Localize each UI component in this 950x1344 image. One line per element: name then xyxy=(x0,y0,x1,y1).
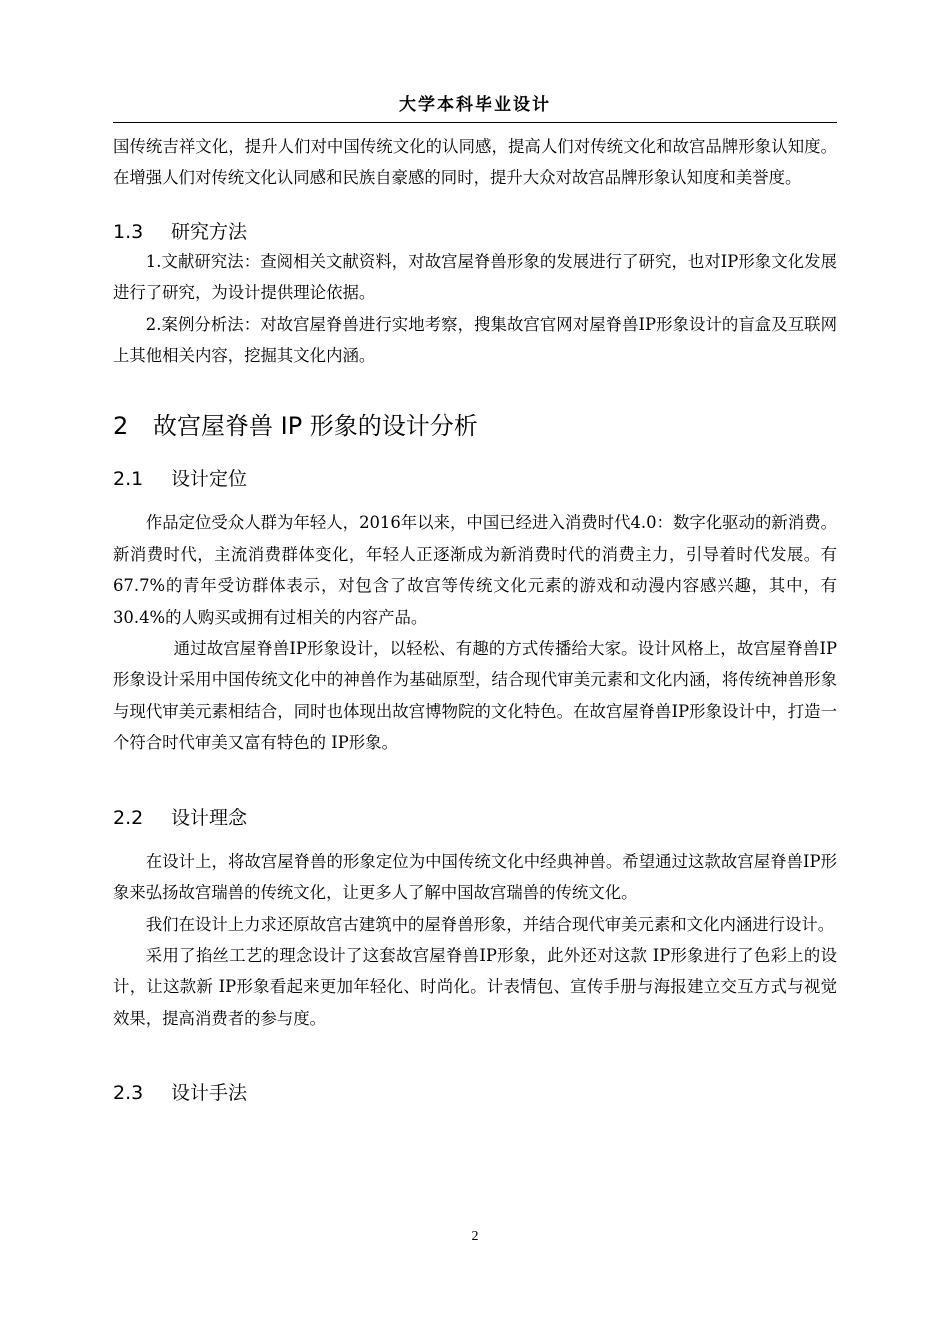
section-number: 2.3 xyxy=(113,1082,144,1105)
page-header xyxy=(113,92,837,123)
paragraph: 采用了掐丝工艺的理念设计了这套故宫屋脊兽IP形象，此外还对这款 IP形象进行了色彩上的设计，让这款新 IP形象看起来更加年轻化、时尚化。计表情包、宣传手册与海报建立交互方式与视觉效果，提高消费者的参与度。 xyxy=(113,945,837,1028)
section-title: 设计手法 xyxy=(171,1082,248,1105)
section-heading-2-3 xyxy=(113,1079,837,1107)
section-number: 2.2 xyxy=(113,806,144,829)
document-body xyxy=(113,131,837,1107)
paragraph: 1.文献研究法：查阅相关文献资料，对故宫屋脊兽形象的发展进行了研究，也对IP形象文化发展进行了研究，为设计提供理论依据。 xyxy=(113,251,837,303)
section-title: 设计理念 xyxy=(171,806,248,829)
section-number: 1.3 xyxy=(113,220,144,243)
intro-paragraph: 国传统吉祥文化，提升人们对中国传统文化的认同感，提高人们对传统文化和故宫品牌形象认知度。在增强人们对传统文化认同感和民族自豪感的同时，提升大众对故宫品牌形象认知度和美誉度。 xyxy=(113,137,837,188)
header-title: 大学本科毕业设计 xyxy=(399,95,551,115)
chapter-heading-2 xyxy=(113,409,837,443)
paragraph: 在设计上，将故宫屋脊兽的形象定位为中国传统文化中经典神兽。希望通过这款故宫屋脊兽IP形象来弘扬故宫瑞兽的传统文化，让更多人了解中国故宫瑞兽的传统文化。 xyxy=(113,851,837,903)
section-title: 研究方法 xyxy=(171,220,248,243)
section-title: 设计定位 xyxy=(171,468,248,491)
section-heading-1-3 xyxy=(113,218,837,246)
section-number: 2.1 xyxy=(113,468,144,491)
paragraph: 通过故宫屋脊兽IP形象设计，以轻松、有趣的方式传播给大家。设计风格上，故宫屋脊兽IP形象设计采用中国传统文化中的神兽作为基础原型，结合现代审美元素和文化内涵，将传统神兽形象与现代审美元素相结合，同时也体现出故宫博物院的文化特色。在故宫屋脊兽IP形象设计中，打造一个符合时代审美又富有特色的 IP形象。 xyxy=(113,639,837,753)
page-number: 2 xyxy=(471,1229,479,1244)
chapter-number: 2 xyxy=(113,412,129,441)
section-heading-2-1 xyxy=(113,465,837,493)
paragraph: 作品定位受众人群为年轻人，2016年以来，中国已经进入消费时代4.0：数字化驱动的新消费。新消费时代，主流消费群体变化，年轻人正逐渐成为新消费时代的消费主力，引导着时代发展。有67.7%的青年受访群体表示，对包含了故宫等传统文化元素的游戏和动漫内容感兴趣，其中，有30.4%的人购买或拥有过相关的内容产品。 xyxy=(113,513,837,627)
paragraph: 我们在设计上力求还原故宫古建筑中的屋脊兽形象，并结合现代审美元素和文化内涵进行设计。 xyxy=(145,914,835,934)
section-heading-2-2 xyxy=(113,804,837,832)
paragraph: 2.案例分析法：对故宫屋脊兽进行实地考察，搜集故宫官网对屋脊兽IP形象设计的盲盒及互联网上其他相关内容，挖掘其文化内涵。 xyxy=(113,314,837,366)
chapter-title: 故宫屋脊兽 IP 形象的设计分析 xyxy=(153,412,478,441)
